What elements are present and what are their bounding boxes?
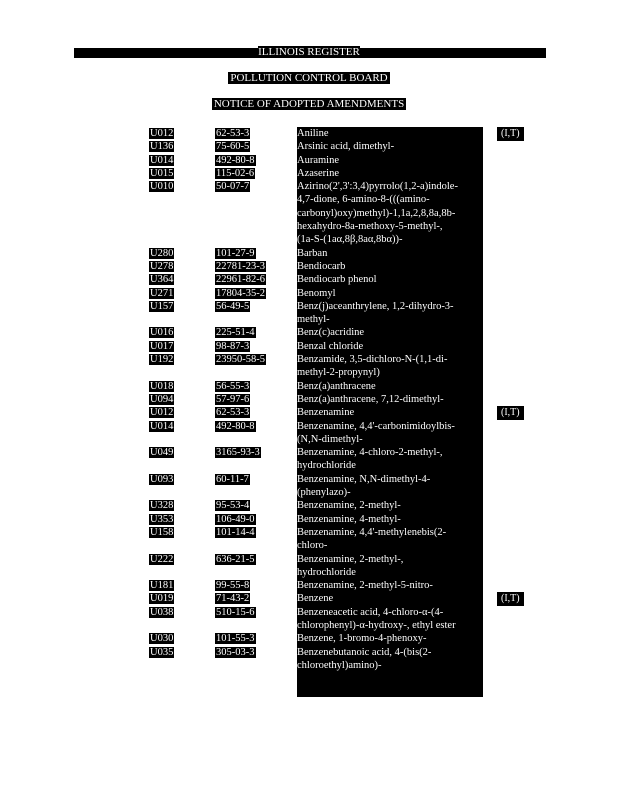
waste-code: U049 [150,447,174,459]
cas-number: 101-14-4 [216,526,255,538]
waste-code: U280 [150,247,174,259]
substance-name: Benzenamine, N,N-dimethyl-4- (phenylazo)- [297,473,431,499]
cas-number: 22781-23-3 [216,260,265,272]
cas-number: 492-80-8 [216,420,255,432]
waste-code: U019 [150,593,174,605]
cas-number: 75-60-5 [216,141,250,153]
cas-number: 106-49-0 [216,513,255,525]
cas-number: 62-53-3 [216,407,250,419]
table-row [149,646,524,673]
substance-name: Benzenamine, 2-methyl-, hydrochloride [297,553,404,578]
substance-name: Benzene [297,593,334,605]
waste-code: U271 [150,287,174,299]
cas-number: 56-49-5 [216,300,250,312]
hazard-code: (I,T) [497,592,524,606]
substance-name: Auramine [297,154,339,166]
substance-name: Benzamide, 3,5-dichloro-N-(1,1-di- methyl-2-propynyl) [297,354,448,379]
cas-number: 636-21-5 [216,553,255,565]
waste-code: U093 [150,473,174,485]
substance-name: Azaserine [297,167,339,179]
cas-number: 57-97-6 [216,393,250,405]
waste-code: U157 [150,300,174,312]
table-row [149,526,524,553]
substance-name: Benz(c)acridine [297,327,365,339]
cas-number: 23950-58-5 [216,354,265,366]
table-row [149,287,524,300]
table-row [149,167,524,180]
waste-code: U014 [150,154,174,166]
cas-number: 71-43-2 [216,593,250,605]
waste-code: U192 [150,354,174,366]
substance-name: Benomyl [297,287,336,299]
waste-table [149,127,524,672]
waste-code: U018 [150,380,174,392]
waste-code: U017 [150,340,174,352]
waste-code: U222 [150,553,174,565]
cas-number: 60-11-7 [216,473,249,485]
table-row [149,127,524,140]
waste-code: U364 [150,274,174,286]
substance-name: Benzene, 1-bromo-4-phenoxy- [297,633,427,645]
waste-code: U181 [150,580,174,592]
table-row [149,513,524,526]
table-row [149,300,524,327]
table-row [149,154,524,167]
waste-code: U094 [150,393,174,405]
table-row [149,273,524,286]
cas-number: 101-55-3 [216,633,255,645]
table-row [149,406,524,419]
cas-number: 492-80-8 [216,154,255,166]
substance-name: Aniline [297,128,329,139]
substance-name: Benzenamine, 4,4'-methylenebis(2- chloro- [297,526,447,552]
waste-code: U038 [150,606,174,618]
waste-code: U353 [150,513,174,525]
table-row [149,140,524,153]
substance-name: Arsinic acid, dimethyl- [297,141,395,153]
cas-number: 99-55-8 [216,580,250,592]
hazard-code: (I,T) [497,406,524,420]
substance-name: Benz(a)anthracene [297,380,376,392]
table-row [149,473,524,500]
cas-number: 56-55-3 [216,380,250,392]
table-row [149,632,524,645]
waste-code: U016 [150,327,174,339]
cas-number: 115-02-6 [216,167,255,179]
substance-name: Bendiocarb phenol [297,274,377,286]
waste-code: U015 [150,167,174,179]
substance-name: Barban [297,247,328,259]
substance-name: Bendiocarb [297,260,346,272]
substance-name: Benzenamine, 4-chloro-2-methyl-, hydrochloride [297,447,443,472]
substance-name: Benzenamine [297,407,355,419]
cas-number: 95-53-4 [216,500,250,512]
cas-number: 225-51-4 [216,327,255,339]
table-row [149,553,524,580]
substance-name: Benzal chloride [297,340,364,352]
cas-number: 101-27-9 [216,247,255,259]
cas-number: 3165-93-3 [216,447,260,459]
table-row [149,446,524,473]
waste-code: U278 [150,260,174,272]
waste-code: U328 [150,500,174,512]
waste-code: U010 [150,181,174,193]
cas-number: 22961-82-6 [216,274,265,286]
table-row [149,326,524,339]
table-row [149,592,524,605]
cas-number: 50-07-7 [216,181,250,193]
hazard-code: (I,T) [497,127,524,141]
waste-code: U030 [150,633,174,645]
table-row [149,247,524,260]
substance-name: Benzenamine, 2-methyl-5-nitro- [297,580,433,592]
waste-code: U012 [150,407,174,419]
waste-code: U158 [150,526,174,538]
table-row [149,260,524,273]
board-title: POLLUTION CONTROL BOARD [230,72,388,84]
cas-number: 98-87-3 [216,340,250,352]
cas-number: 17804-35-2 [216,287,265,299]
register-title: ILLINOIS REGISTER [258,46,360,58]
waste-code: U012 [150,128,174,139]
waste-code: U136 [150,141,174,153]
table-row [149,499,524,512]
substance-name: Benz(j)aceanthrylene, 1,2-dihydro-3- methyl- [297,300,454,326]
cas-number: 510-15-6 [216,606,255,618]
table-row [149,340,524,353]
table-row [149,180,524,246]
table-row [149,579,524,592]
waste-code: U014 [150,420,174,432]
substance-name: Benzeneacetic acid, 4-chloro-α-(4- chlorophenyl)-α-hydroxy-, ethyl ester [297,606,456,631]
substance-name: Benzenamine, 2-methyl- [297,500,401,512]
notice-title: NOTICE OF ADOPTED AMENDMENTS [213,98,405,110]
substance-name: Benzenamine, 4-methyl- [297,513,401,525]
substance-name: Benzenebutanoic acid, 4-(bis(2- chloroethyl)amino)- [297,646,432,671]
table-row [149,606,524,633]
table-row [149,420,524,447]
cas-number: 62-53-3 [216,128,250,139]
waste-code: U035 [150,646,174,658]
table-row [149,393,524,406]
substance-name: Azirino(2',3':3,4)pyrrolo(1,2-a)indole- 4,7-dione, 6-amino-8-(((amino- carbonyl)oxy)methyl)-1,1a,2,8,8a,8b- hexahydro-8a-methoxy-5-methyl-, (1a-S-(1aα,8β,8aα,8bα))- [297,181,458,246]
table-row [149,380,524,393]
substance-name: Benzenamine, 4,4'-carbonimidoylbis- (N,N-dimethyl- [297,420,455,445]
table-row [149,353,524,380]
cas-number: 305-03-3 [216,646,255,658]
substance-name: Benz(a)anthracene, 7,12-dimethyl- [297,393,444,405]
